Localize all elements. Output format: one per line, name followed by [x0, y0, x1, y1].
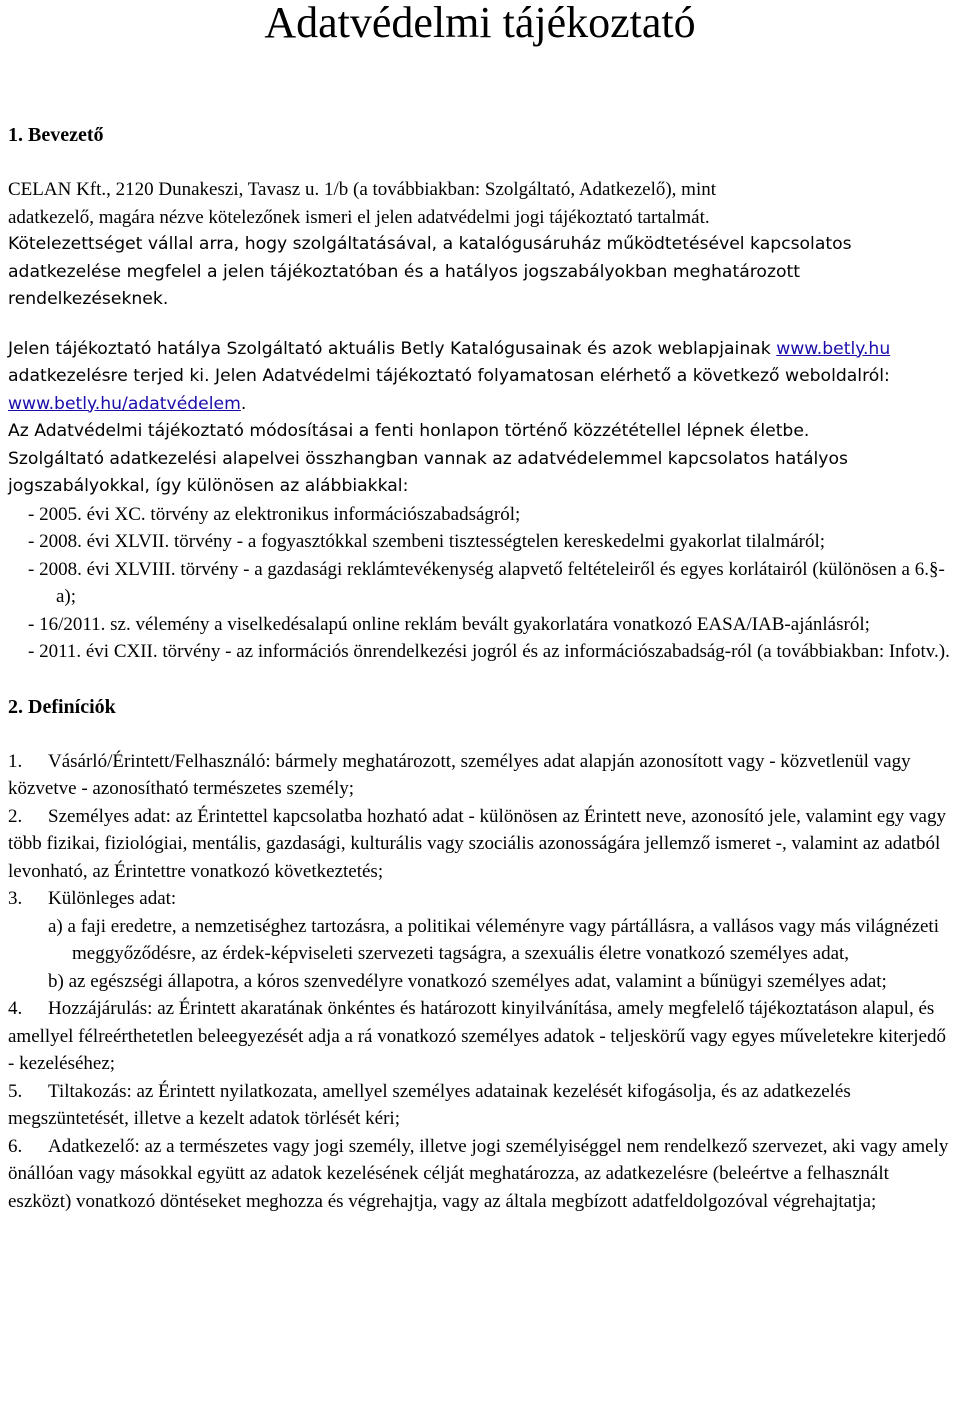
section-2-heading: 2. Definíciók	[8, 695, 116, 718]
law-item: - 16/2011. sz. vélemény a viselkedésalapú online reklám bevált gyakorlatára vonatkozó EASA/IAB-ajánlásról;	[28, 613, 870, 635]
definition-number: 1.	[8, 750, 23, 772]
law-item: - 2011. évi CXII. törvény - az információs önrendelkezési jogról és az információszabadság-ról (a továbbiakban: Infotv.).	[28, 641, 950, 662]
scope-text-3: .	[240, 393, 247, 414]
law-item: - 2008. évi XLVII. törvény - a fogyasztókkal szembeni tisztességtelen kereskedelmi gyakorlat tilalmáról;	[28, 531, 826, 552]
betly-website-link[interactable]: www.betly.hu	[776, 338, 891, 359]
law-item: - 2005. évi XC. törvény az elektronikus információszabadságról;	[28, 503, 521, 525]
definition-text: Vásárló/Érintett/Felhasználó: bármely meghatározott, személyes adat alapján azonosított vagy - közvetlenül vagy közvetve - azonosítható természetes személy;	[8, 750, 911, 799]
definition-item	[8, 995, 952, 1078]
privacy-page-link[interactable]: www.betly.hu/adatvédelem	[8, 393, 241, 414]
section-1-heading: 1. Bevezető	[8, 124, 104, 146]
special-data-item: b) az egészségi állapotra, a kóros szenvedélyre vonatkozó személyes adat, valamint a bűnügyi személyes adat;	[48, 970, 887, 992]
definitions-list	[8, 748, 952, 1216]
definition-item	[8, 748, 952, 803]
definition-item	[8, 1078, 952, 1133]
definition-item	[8, 885, 952, 913]
law-list	[8, 501, 952, 666]
law-item: - 2008. évi XLVIII. törvény - a gazdasági reklámtevékenység alapvető feltételeiről és egyes korlátairól (különösen a 6.§-a);	[28, 558, 945, 607]
definition-item	[8, 803, 952, 886]
definition-number: 5.	[8, 1080, 23, 1102]
definition-text: Személyes adat: az Érintettel kapcsolatba hozható adat - különösen az Érintett neve, azonosító jele, valamint egy vagy több fizikai, fiziológiai, mentális, gazdasági, kulturális vagy szociális azonosságára jellemző ismeret -, valamint az adatból levonható, az Érintettre vonatkozó következtetés;	[8, 805, 946, 882]
definition-text: Hozzájárulás: az Érintett akaratának önkéntes és határozott kinyilvánítása, amely megfelelő tájékoztatáson alapul, és amellyel félreérthetetlen beleegyezését adja a rá vonatkozó személyes adatok - teljeskörű vagy egyes műveletekre kiterjedő - kezeléséhez;	[8, 998, 946, 1074]
definition-number: 3.	[8, 888, 23, 909]
definition-number: 4.	[8, 998, 23, 1019]
principles-paragraph: Szolgáltató adatkezelési alapelvei összhangban vannak az adatvédelemmel kapcsolatos hatályos jogszabályokkal, így különösen az alábbiakkal:	[8, 448, 848, 496]
definition-item	[8, 1133, 952, 1216]
scope-paragraph	[8, 336, 952, 419]
definition-number: 6.	[8, 1135, 23, 1157]
intro-line-1: CELAN Kft., 2120 Dunakeszi, Tavasz u. 1/b (a továbbiakban: Szolgáltató, Adatkezelő), mint	[8, 179, 717, 200]
definition-number: 2.	[8, 805, 23, 827]
obligation-paragraph: Kötelezettséget vállal arra, hogy szolgáltatásával, a katalógusáruház működtetésével kapcsolatos adatkezelése megfelel a jelen tájékoztatóban és a hatályos jogszabályokban meghatározott rendelkezéseknek.	[8, 234, 852, 309]
changes-paragraph: Az Adatvédelmi tájékoztató módosításai a fenti honlapon történő közzététellel lépnek életbe.	[8, 421, 810, 441]
special-data-item: a) a faji eredetre, a nemzetiséghez tartozásra, a politikai véleményre vagy pártállásra, a vallásos vagy más világnézeti meggyőződésre, az érdek-képviseleti szervezeti tagságra, a szexuális életre vonatkozó személyes adat,	[48, 915, 939, 964]
definition-text: Különleges adat:	[48, 888, 177, 909]
intro-line-2: adatkezelő, magára nézve kötelezőnek ismeri el jelen adatvédelmi jogi tájékoztató tartalmát.	[8, 206, 710, 228]
document-title: Adatvédelmi tájékoztató	[264, 0, 696, 47]
scope-text-1: Jelen tájékoztató hatálya Szolgáltató aktuális Betly Katalógusainak és azok weblapjainak	[8, 338, 777, 359]
definition-text: Tiltakozás: az Érintett nyilatkozata, amellyel személyes adatainak kezelését kifogásolja, és az adatkezelés megszüntetését, illetve a kezelt adatok törlését kéri;	[8, 1080, 851, 1129]
definition-text: Adatkezelő: az a természetes vagy jogi személy, illetve jogi személyiséggel nem rendelkező szervezet, aki vagy amely önállóan vagy másokkal együtt az adatok kezelésének célját meghatározza, az adatkezelésre (beleértve a felhasznált eszközt) vonatkozó döntéseket meghozza és végrehajtja, vagy az általa megbízott adatfeldolgozóval végrehajtatja;	[8, 1135, 949, 1212]
scope-text-2: adatkezelésre terjed ki. Jelen Adatvédelmi tájékoztató folyamatosan elérhető a következő weboldalról:	[8, 366, 890, 386]
